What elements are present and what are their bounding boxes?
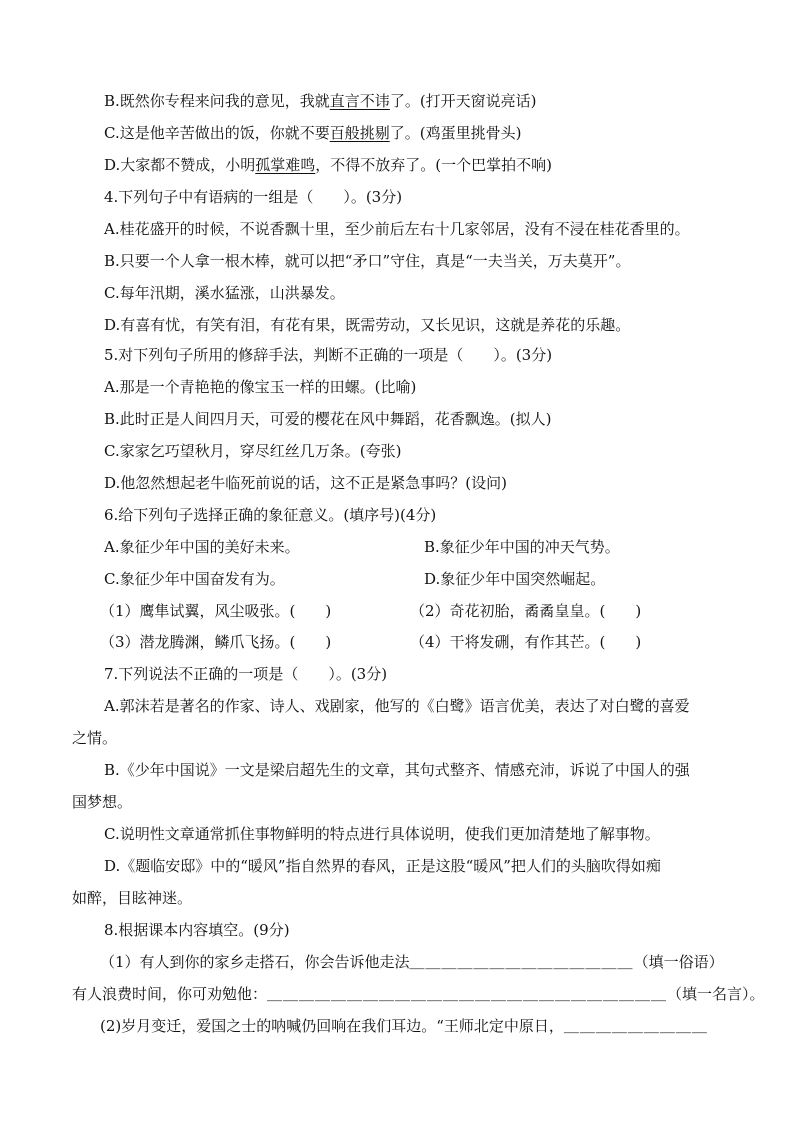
q8-part2-line1 — [100, 1012, 754, 1040]
q7-option-a-line1: A.郭沫若是著名的作家、诗人、戏剧家，他写的《白鹭》语言优美，表达了对白鹭的喜爱 — [104, 697, 690, 715]
q6-options-cd — [104, 565, 754, 593]
q6-item-2: （2）奇花初胎，矞矞皇皇。( ) — [410, 602, 642, 620]
q3-option-c — [104, 119, 754, 147]
q7-option-b-line1: B.《少年中国说》一文是梁启超先生的文章，其句式整齐、情感充沛，诉说了中国人的强 — [104, 761, 690, 779]
q3-option-b — [104, 87, 754, 115]
q6-option-b: B.象征少年中国的冲天气势。 — [424, 538, 620, 556]
q3-option-b-pre: B.既然你专程来问我的意见，我就 — [104, 92, 330, 110]
q3-option-c-pre: C.这是他辛苦做出的饭，你就不要 — [104, 124, 330, 142]
q7-stem: 7.下列说法不正确的一项是（ ）。(3分) — [104, 665, 388, 683]
q7-option-d-line1: D.《题临安邸》中的“暖风”指自然界的春风，正是这股“暖风”把人们的头脑吹得如痴 — [104, 857, 661, 875]
q6-stem: 6.给下列句子选择正确的象征意义。(填序号)(4分) — [104, 506, 437, 524]
q7-option-b-line2: 国梦想。 — [72, 793, 133, 811]
q6-option-a: A.象征少年中国的美好未来。 — [104, 538, 300, 556]
q6-options-ab — [104, 533, 754, 561]
q5-option-a: A.那是一个青艳艳的像宝玉一样的田螺。(比喻) — [104, 378, 417, 396]
q3-option-b-post: 了。(打开天窗说亮话) — [389, 92, 537, 110]
q6-option-d: D.象征少年中国突然崛起。 — [424, 570, 606, 588]
q8-part2-text-a: (2)岁月变迁，爱国之士的呐喊仍回响在我们耳边。“王师北定中原日， — [100, 1017, 564, 1035]
q6-option-c: C.象征少年中国奋发有为。 — [104, 570, 285, 588]
q3-option-d-post: ，不得不放弃了。(一个巴掌拍不响) — [315, 156, 552, 174]
q6-items-12 — [100, 597, 754, 625]
q8-part1-line2 — [72, 980, 765, 1008]
q3-option-d — [104, 151, 754, 179]
q7-option-d-line2: 如醉，目眩神迷。 — [72, 889, 193, 907]
q8-blank-2[interactable]: ＿＿＿＿＿＿＿＿＿＿＿＿＿＿＿＿＿＿＿＿＿＿＿＿＿ — [267, 985, 668, 1003]
q3-option-d-pre: D.大家都不赞成，小明 — [104, 156, 256, 174]
q5-stem: 5.对下列句子所用的修辞手法，判断不正确的一项是（ ）。(3分) — [104, 346, 553, 364]
q3-option-c-underlined: 百般挑剔 — [329, 124, 390, 142]
q8-part1-text-d: （填一名言）。 — [667, 985, 765, 1003]
q8-part1-text-a: （1）有人到你的家乡走搭石，你会告诉他走法 — [100, 953, 410, 971]
q6-item-1: （1）鹰隼试翼，风尘吸张。( ) — [100, 602, 332, 620]
q8-part1-text-b: （填一俗语） — [633, 953, 724, 971]
q3-option-d-underlined: 孤掌难鸣 — [255, 156, 316, 174]
q8-part1-line1 — [100, 948, 754, 976]
q8-stem: 8.根据课本内容填空。(9分) — [104, 921, 290, 939]
q4-option-c: C.每年汛期，溪水猛涨，山洪暴发。 — [104, 284, 345, 302]
q8-blank-1[interactable]: ＿＿＿＿＿＿＿＿＿＿＿＿＿＿ — [409, 953, 634, 971]
q3-option-c-post: 了。(鸡蛋里挑骨头) — [389, 124, 522, 142]
q5-option-b: B.此时正是人间四月天，可爱的樱花在风中舞蹈，花香飘逸。(拟人) — [104, 410, 552, 428]
q6-item-4: （4）干将发硎，有作其芒。( ) — [410, 633, 642, 651]
q7-option-a-line2: 之情。 — [72, 729, 118, 747]
q8-part1-text-c: 有人浪费时间，你可劝勉他： — [72, 985, 268, 1003]
q5-option-c: C.家家乞巧望秋月，穿尽红丝几万条。(夸张) — [104, 442, 402, 460]
q4-option-a: A.桂花盛开的时候，不说香飘十里，至少前后左右十几家邻居，没有不浸在桂花香里的。 — [104, 220, 690, 238]
q7-option-c: C.说明性文章通常抓住事物鲜明的特点进行具体说明，使我们更加清楚地了解事物。 — [104, 825, 660, 843]
q4-stem: 4.下列句子中有语病的一组是（ ）。(3分) — [104, 188, 403, 206]
q4-option-b: B.只要一个人拿一根木棒，就可以把“矛口”守住，真是“一夫当关，万夫莫开”。 — [104, 252, 631, 270]
q6-item-3: （3）潜龙腾渊，鳞爪飞扬。( ) — [100, 633, 332, 651]
q5-option-d: D.他忽然想起老牛临死前说的话，这不正是紧急事吗？(设问) — [104, 474, 507, 492]
q6-items-34 — [100, 628, 754, 656]
q4-option-d: D.有喜有忧，有笑有泪，有花有果，既需劳动，又长见识，这就是养花的乐趣。 — [104, 316, 631, 334]
q3-option-b-underlined: 直言不讳 — [329, 92, 390, 110]
q8-blank-3[interactable]: ＿＿＿＿＿＿＿＿＿ — [563, 1017, 708, 1035]
